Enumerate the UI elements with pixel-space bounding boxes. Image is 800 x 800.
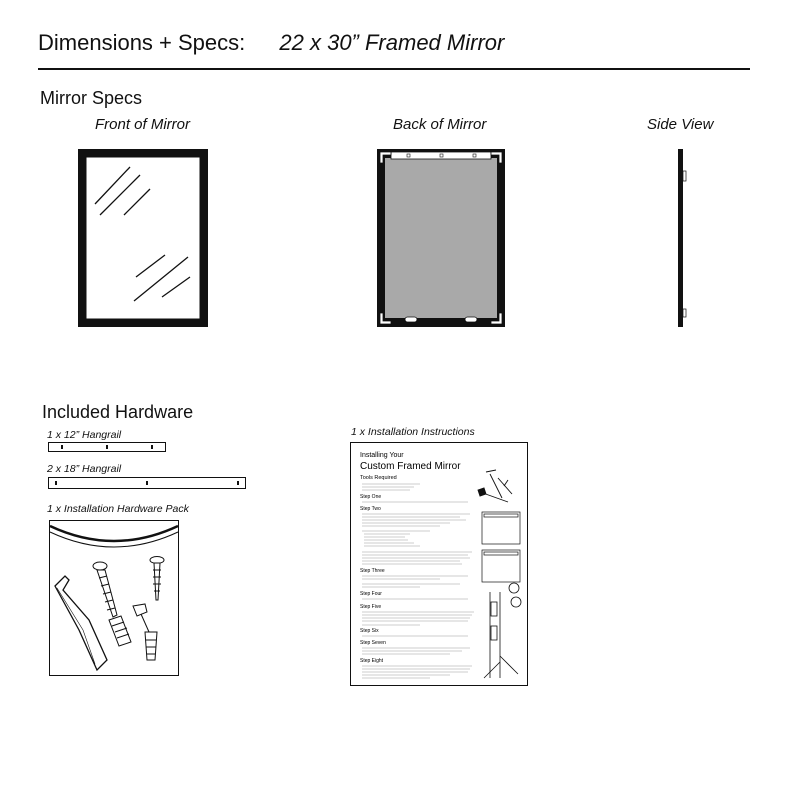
doc-tools-heading: Tools Required xyxy=(360,475,397,481)
mirror-specs-heading: Mirror Specs xyxy=(40,88,143,108)
side-view-drawing xyxy=(674,149,688,327)
included-hardware-heading: Included Hardware xyxy=(42,402,194,422)
doc-step-heading: Step Seven xyxy=(360,640,386,646)
instructions-sheet xyxy=(350,442,528,686)
back-of-mirror-label: Back of Mirror xyxy=(393,116,487,133)
hangrail-hole xyxy=(151,445,153,449)
hangrail-hole xyxy=(407,154,410,157)
hangrail-hole xyxy=(146,481,148,485)
hardware-bag xyxy=(50,521,179,676)
header-divider xyxy=(38,68,750,70)
doc-step-heading: Step Five xyxy=(360,604,382,610)
hangrail-12-label: 1 x 12” Hangrail xyxy=(47,429,122,441)
title-subtitle: 22 x 30” Framed Mirror xyxy=(279,30,505,55)
hangrail-hole xyxy=(237,481,239,485)
side-bumper xyxy=(683,309,686,317)
front-mirror-drawing xyxy=(78,149,208,327)
doc-title-line2: Custom Framed Mirror xyxy=(360,461,461,472)
hardware-pack-label: 1 x Installation Hardware Pack xyxy=(47,503,189,515)
hangrail-hole xyxy=(55,481,57,485)
side-hangrail xyxy=(683,171,686,181)
back-mirror-panel xyxy=(385,158,497,318)
back-mirror-drawing xyxy=(377,149,505,327)
hangrail-18-label: 2 x 18” Hangrail xyxy=(47,463,122,475)
doc-step-heading: Step Three xyxy=(360,568,385,574)
wall-anchor xyxy=(145,632,157,660)
side-profile xyxy=(678,149,683,327)
hangrail-hole xyxy=(106,445,108,449)
page-title xyxy=(38,30,504,56)
doc-step-heading: Step Two xyxy=(360,506,381,512)
front-mirror-glass xyxy=(86,157,200,319)
title-main: Dimensions + Specs: xyxy=(38,30,246,55)
hangrail-12-drawing xyxy=(48,442,166,452)
doc-step-heading: Step Four xyxy=(360,591,382,597)
doc-title-line1: Installing Your xyxy=(360,452,404,459)
hardware-pack-drawing xyxy=(49,520,179,676)
doc-step-heading: Step Six xyxy=(360,628,379,634)
hangrail-hole xyxy=(440,154,443,157)
hangrail-18-drawing xyxy=(48,477,246,489)
doc-step-heading: Step Eight xyxy=(360,658,384,664)
doc-step-heading: Step One xyxy=(360,494,382,500)
hangrail-hole xyxy=(473,154,476,157)
instructions-label: 1 x Installation Instructions xyxy=(351,426,475,438)
side-view-label: Side View xyxy=(647,116,714,133)
hangrail-hole xyxy=(61,445,63,449)
front-of-mirror-label: Front of Mirror xyxy=(95,116,191,133)
